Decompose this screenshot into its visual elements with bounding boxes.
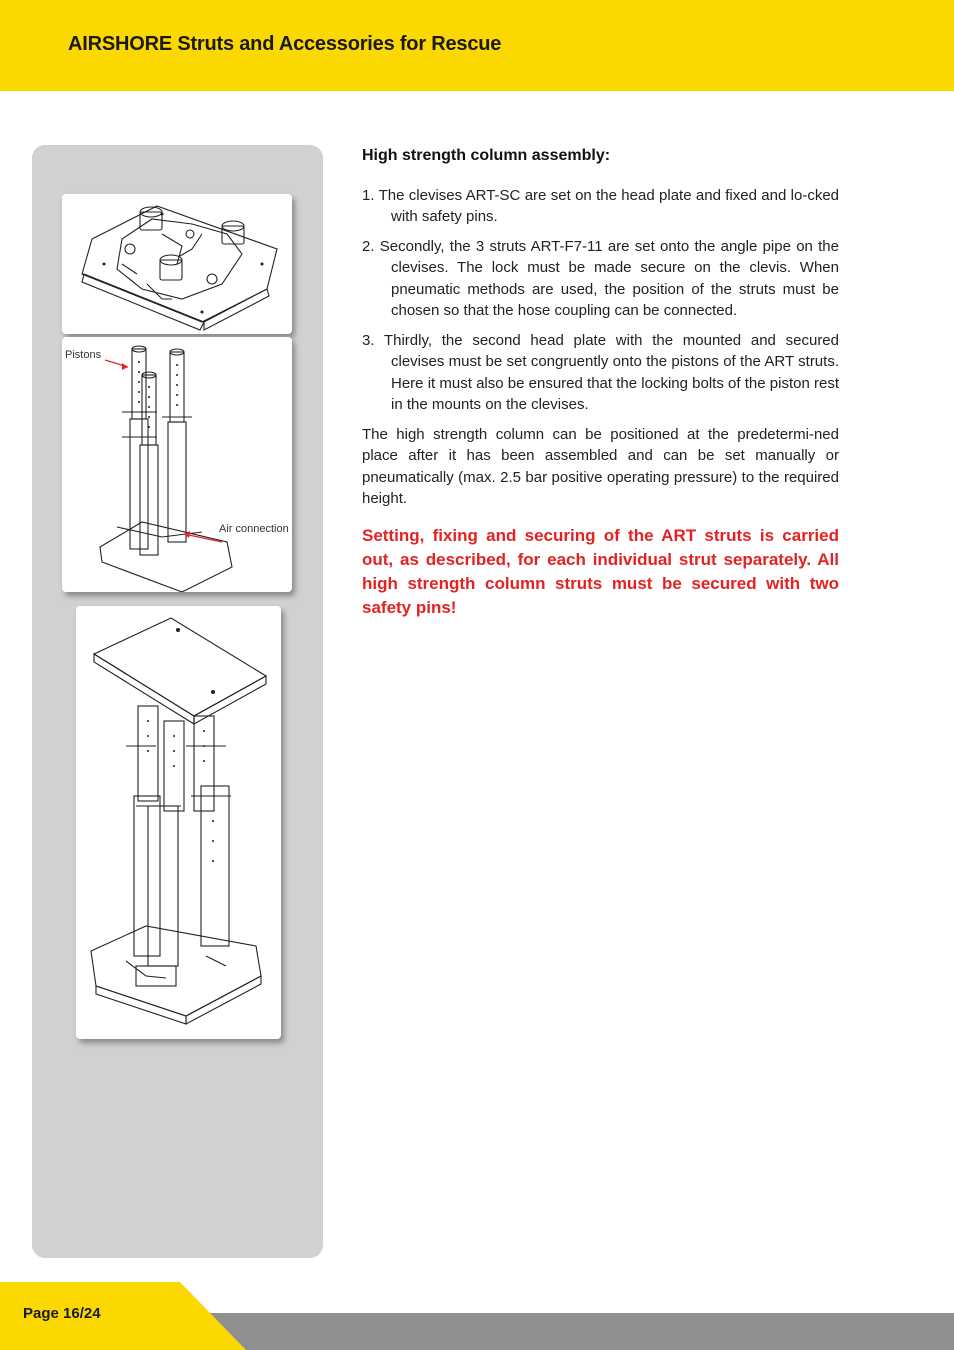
head-plate-illustration bbox=[62, 194, 292, 334]
main-content bbox=[362, 145, 839, 620]
page-header bbox=[0, 0, 954, 91]
step-3: 3. Thirdly, the second head plate with the mounted and secured clevises must be set congruently onto the pistons of the ART struts. Here it must also be ensured that the locking bolts of the piston rest in the mounts on the clevises. bbox=[362, 331, 839, 413]
pistons-label: Pistons bbox=[65, 349, 102, 361]
positioning-paragraph: The high strength column can be positioned at the predetermi-ned place after it has been assembled and can be set manually or pneumatically (max. 2.5 bar positive operating pressure) to the required height. bbox=[362, 425, 839, 507]
step-2: 2. Secondly, the 3 struts ART-F7-11 are set onto the angle pipe on the clevises. The lock must be made secure on the clevis. When pneumatic methods are used, the position of the struts must be chosen so that the hose coupling can be connected. bbox=[362, 237, 839, 319]
figure-head-plate bbox=[62, 194, 292, 334]
safety-warning: Setting, fixing and securing of the ART struts is carried out, as described, for each individual strut separately. All high strength column struts must be secured with two safety pins! bbox=[362, 525, 839, 617]
document-title: AIRSHORE Struts and Accessories for Rescue bbox=[68, 33, 502, 55]
assembled-column-illustration bbox=[76, 606, 281, 1039]
section-title: High strength column assembly: bbox=[362, 147, 611, 164]
step-1: 1. The clevises ART-SC are set on the head plate and fixed and lo-cked with safety pins. bbox=[362, 186, 839, 225]
struts-illustration bbox=[62, 337, 292, 592]
air-connection-label: Air connection bbox=[219, 523, 289, 535]
figure-assembled-column bbox=[76, 606, 281, 1039]
page-number: Page 16/24 bbox=[23, 1305, 101, 1322]
figure-struts-on-clevises bbox=[62, 337, 292, 592]
